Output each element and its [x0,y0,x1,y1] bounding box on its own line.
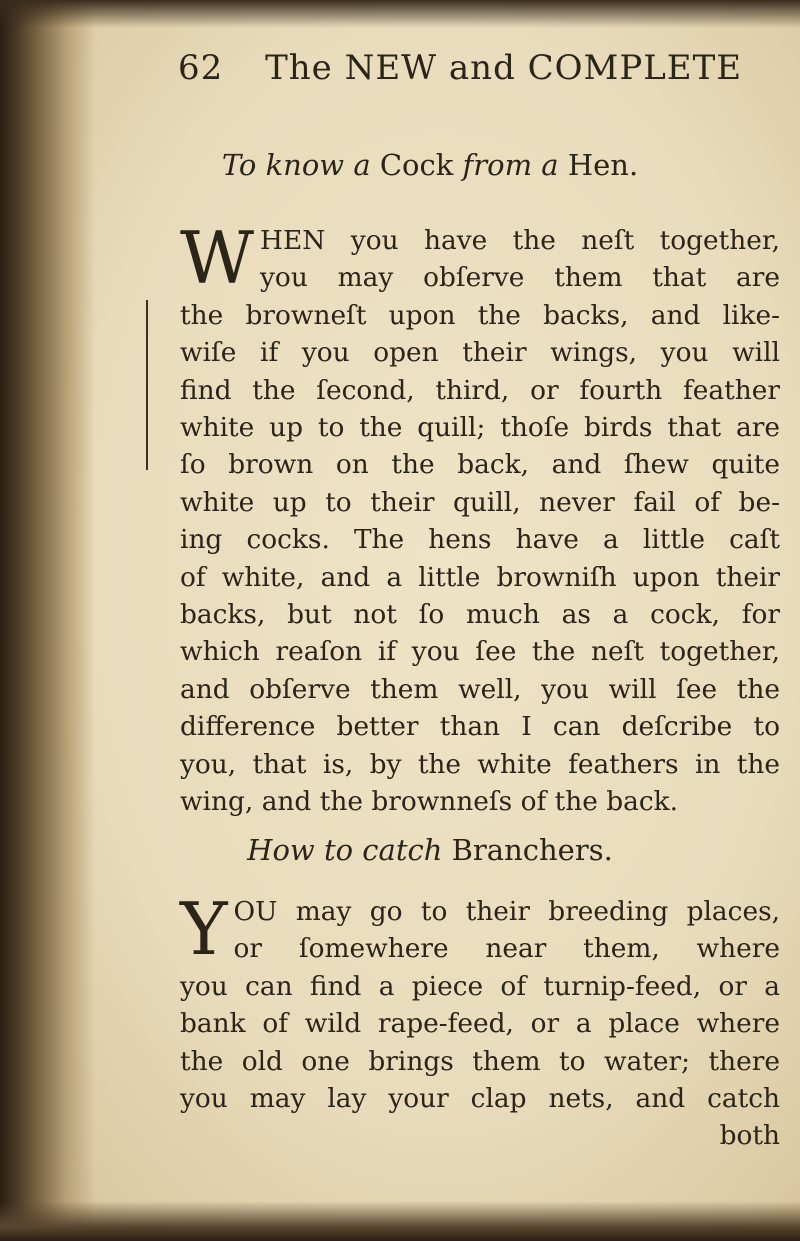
text-line: the browneſt upon the backs, and like- [180,299,780,331]
heading-italic-part-2: from a [462,148,559,182]
text-line: wiſe if you open their wings, you will [180,337,780,369]
heading-italic-part: How to catch [247,833,443,867]
heading-italic-part: To know a [221,148,371,182]
text-line: and obſerve them well, you will ſee the [180,673,780,705]
running-head [178,48,743,88]
text-line: which reaſon if you ſee the neſt together, [180,636,780,668]
section-heading-cock-from-hen [0,148,800,182]
text-line: you may obſerve them that are [260,262,780,294]
text-line: or ſomewhere near them, where [233,933,780,965]
text-line: wing, and the brownneſs of the back. [180,786,679,818]
page-binding-shadow [0,0,95,1241]
catchword: both [719,1120,780,1152]
text-line: bank of wild rape-feed, or a place where [180,1008,780,1040]
heading-roman-part: Cock [379,148,454,182]
text-line: you can find a piece of turnip-feed, or a [180,970,780,1002]
heading-roman-part: Branchers. [451,833,613,867]
text-line: white up to their quill, never fail of be- [180,486,780,518]
paragraph-catch-branchers [180,887,780,1155]
text-line: of white, and a little browniſh upon their [180,561,780,593]
section-heading-catch-branchers [0,833,800,867]
text-line: ing cocks. The hens have a little caſt [180,524,780,556]
text-line: HEN you have the neſt together, [260,225,780,256]
paragraph-cock-from-hen [180,216,780,821]
text-line: you may lay your clap nets, and catch [180,1083,780,1115]
page-number: 62 [178,48,224,88]
text-line: ſo brown on the back, and ſhew quite [180,449,780,481]
margin-bracket-mark [146,300,152,470]
page-top-edge [0,0,800,28]
page-bottom-edge [0,1201,800,1241]
text-line: white up to the quill; thoſe birds that are [180,412,780,444]
running-head-title: The NEW and COMPLETE [265,48,743,88]
text-line: you, that is, by the white feathers in the [180,748,780,780]
text-line: find the ſecond, third, or fourth feather [180,374,780,406]
text-line: difference better than I can deſcribe to [180,711,780,743]
text-line: backs, but not ſo much as a cock, for [180,599,780,631]
heading-roman-part-2: Hen. [567,148,639,182]
text-line: the old one brings them to water; there [180,1045,780,1077]
drop-cap: Y [180,887,228,971]
text-line: OU may go to their breeding places, [233,896,780,927]
drop-cap: W [180,216,255,300]
